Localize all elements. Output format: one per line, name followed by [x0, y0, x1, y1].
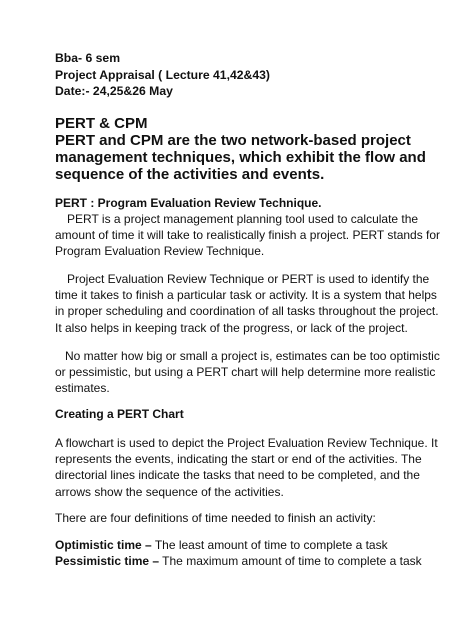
document-header: [55, 50, 445, 100]
pert-paragraph-2: Project Evaluation Review Technique or PERT is used to identify the time it takes to finish a particular task or activity. It is a system that helps in proper scheduling and coordination of all tasks throughout the project. It also helps in keeping track of the progress, or lack of the project.: [55, 272, 439, 335]
main-heading: [55, 115, 445, 183]
optimistic-text: The least amount of time to complete a task: [151, 538, 388, 552]
chart-paragraph-1: A flowchart is used to depict the Project Evaluation Review Technique. It represents the events, indicating the start or end of the activities. The directorial lines indicate the tasks that need to be completed, and the arrows show the sequence of the activities.: [55, 436, 438, 499]
pert-paragraph-1: PERT is a project management planning tool used to calculate the amount of time it will take to realistically finish a project. PERT stands for Program Evaluation Review Technique.: [55, 212, 441, 259]
pessimistic-definition: [55, 553, 445, 569]
definitions-list: [55, 537, 445, 569]
date-line: Date:- 24,25&26 May: [55, 84, 173, 98]
chart-subheading: Creating a PERT Chart: [55, 407, 184, 421]
pert-paragraph-3: No matter how big or small a project is, estimates can be too optimistic or pessimistic, but using a PERT chart will help determine more realistic estimates.: [55, 349, 440, 396]
lecture-line: Project Appraisal ( Lecture 41,42&43): [55, 67, 270, 82]
optimistic-definition: [55, 537, 445, 553]
page-title: PERT & CPM: [55, 115, 148, 132]
chart-paragraph-2: There are four definitions of time needed to finish an activity:: [55, 511, 376, 525]
pert-subheading: PERT : Program Evaluation Review Technique.: [55, 196, 322, 210]
optimistic-term: Optimistic time –: [55, 538, 152, 552]
pessimistic-text: The maximum amount of time to complete a task: [159, 554, 422, 569]
pessimistic-term: Pessimistic time –: [55, 554, 160, 569]
course-line: Bba- 6 sem: [55, 51, 121, 65]
intro-text: PERT and CPM are the two network-based project management techniques, which exhibit the flow and sequence of the activities and events.: [55, 132, 426, 183]
